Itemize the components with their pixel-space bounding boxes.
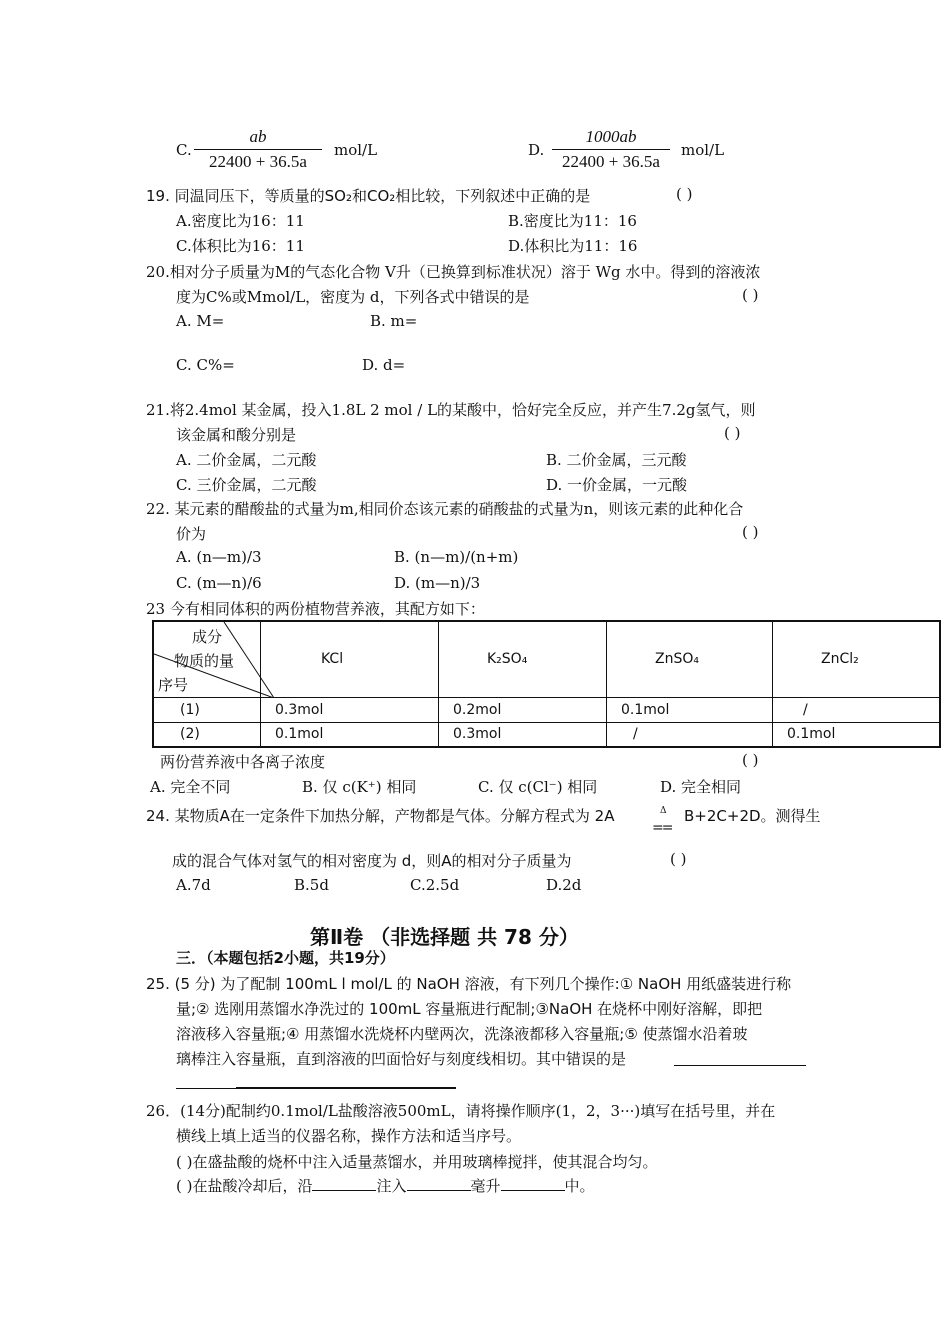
q19-option-b: B.密度比为11：16	[508, 212, 637, 230]
table-cell: 0.3mol	[439, 722, 607, 747]
q18-d-numerator: 1000ab	[585, 127, 637, 146]
q18-option-c-fraction	[194, 127, 322, 172]
table-diagonal-header-cell	[153, 621, 261, 697]
q26-step2-text-b: 注入	[376, 1177, 407, 1195]
q22-option-d: D. (m—n)/3	[394, 574, 481, 592]
table-header-k2so4: K₂SO₄	[439, 621, 607, 697]
q26-blank-instrument[interactable]	[312, 1176, 376, 1191]
q22-option-b: B. (n—m)/(n+m)	[394, 548, 519, 566]
q18-option-d-label: D.	[528, 141, 545, 159]
q19-paren: ( )	[676, 185, 693, 203]
q22-line1: 22. 某元素的醋酸盐的式量为m,相同价态该元素的硝酸盐的式量为n，则该元素的此种化合	[146, 500, 744, 518]
q24-line1-end: B+2C+2D。测得生	[684, 807, 821, 825]
q18-c-denominator: 22400 + 36.5a	[194, 149, 322, 172]
q24-option-c: C.2.5d	[410, 876, 460, 894]
q23-after-table: 两份营养液中各离子浓度	[160, 753, 326, 771]
q22-option-c: C. (m—n)/6	[176, 574, 262, 592]
table-header-znso4: ZnSO₄	[607, 621, 773, 697]
q24-option-a: A.7d	[176, 876, 211, 894]
q18-option-d-unit: mol/L	[681, 141, 725, 159]
q23-nutrient-table	[152, 620, 941, 748]
q26-blank-container[interactable]	[501, 1176, 565, 1191]
q24-option-b: B.5d	[294, 876, 329, 894]
q26-step2	[176, 1175, 595, 1196]
table-row-label: (2)	[153, 722, 261, 747]
q20-line2: 度为C%或Mmol/L，密度为 d，下列各式中错误的是	[176, 288, 530, 306]
part2-title: 第Ⅱ卷 （非选择题 共 78 分）	[310, 925, 579, 949]
q18-option-c-unit: mol/L	[334, 141, 378, 159]
q25-line3: 溶液移入容量瓶;④ 用蒸馏水洗烧杯内壁两次，洗涤液都移入容量瓶;⑤ 使蒸馏水沿着玻	[176, 1025, 748, 1043]
q20-paren: ( )	[742, 286, 759, 304]
table-header-zncl2: ZnCl₂	[773, 621, 941, 697]
q26-line2: 横线上填上适当的仪器名称，操作方法和适当序号。	[176, 1127, 522, 1145]
q23-option-b: B. 仅 c(K⁺) 相同	[302, 778, 417, 796]
q25-answer-blank-1[interactable]	[674, 1065, 806, 1066]
q19-option-a: A.密度比为16：11	[176, 212, 305, 230]
q24-delta-symbol: Δ	[660, 806, 667, 816]
q26-step1: ( )在盛盐酸的烧杯中注入适量蒸馏水，并用玻璃棒搅拌，使其混合均匀。	[176, 1153, 658, 1171]
q23-option-a: A. 完全不同	[150, 778, 231, 796]
q24-option-d: D.2d	[546, 876, 582, 894]
q19-stem: 19. 同温同压下，等质量的SO₂和CO₂相比较，下列叙述中正确的是	[146, 187, 591, 205]
q22-option-a: A. (n—m)/3	[176, 548, 262, 566]
q22-line2: 价为	[176, 525, 207, 543]
q25-line1: 25. (5 分) 为了配制 100mL l mol/L 的 NaOH 溶液，有下列几个操作:① NaOH 用纸盛装进行称	[146, 975, 792, 993]
q23-option-d: D. 完全相同	[660, 778, 742, 796]
q21-option-a: A. 二价金属，二元酸	[176, 451, 317, 469]
q25-line4: 璃棒注入容量瓶，直到溶液的凹面恰好与刻度线相切。其中错误的是	[176, 1050, 627, 1068]
q23-option-c: C. 仅 c(Cl⁻) 相同	[478, 778, 598, 796]
q23-stem: 23 今有相同体积的两份植物营养液，其配方如下：	[146, 600, 485, 618]
q26-step2-text-d: 中。	[564, 1177, 595, 1195]
q20-line1: 20.相对分子质量为M的气态化合物 V升（已换算到标准状况）溶于 Wg 水中。得到的溶液浓	[146, 263, 761, 281]
q24-line1-start: 24. 某物质A在一定条件下加热分解，产物都是气体。分解方程式为 2A	[146, 807, 615, 825]
q20-option-b: B. m=	[370, 312, 418, 330]
q21-option-c: C. 三价金属，二元酸	[176, 476, 317, 494]
q25-line2: 量;② 选刚用蒸馏水净洗过的 100mL 容量瓶进行配制;③NaOH 在烧杯中刚好溶解，即把	[176, 1000, 763, 1018]
q26-step2-text-a: ( )在盐酸冷却后，沿	[176, 1177, 313, 1195]
q21-line2: 该金属和酸分别是	[176, 426, 297, 444]
table-cell: 0.1mol	[261, 722, 439, 747]
q20-option-d: D. d=	[362, 356, 406, 374]
table-cell: 0.2mol	[439, 697, 607, 722]
q24-line2: 成的混合气体对氢气的相对密度为 d，则A的相对分子质量为	[172, 852, 572, 870]
table-header-kcl: KCl	[261, 621, 439, 697]
q18-option-d-fraction	[552, 127, 670, 172]
table-cell: 0.3mol	[261, 697, 439, 722]
q21-paren: ( )	[724, 424, 741, 442]
diag-label-component: 成分	[192, 628, 223, 646]
q18-option-c-label: C.	[176, 141, 192, 159]
q21-option-d: D. 一价金属，一元酸	[546, 476, 688, 494]
q25-answer-blank-3[interactable]	[236, 1087, 456, 1089]
q26-step2-text-c: 毫升	[470, 1177, 501, 1195]
table-cell: /	[773, 697, 941, 722]
q19-option-d: D.体积比为11：16	[508, 237, 638, 255]
q20-option-a: A. M=	[176, 312, 225, 330]
q26-blank-volume[interactable]	[407, 1176, 471, 1191]
q20-option-c: C. C%=	[176, 356, 235, 374]
q26-line1: 26．(14分)配制约0.1mol/L盐酸溶液500mL，请将操作顺序(1，2，3···)填写在括号里，并在	[146, 1102, 776, 1120]
section-three-heading: 三．（本题包括2小题，共19分）	[176, 949, 395, 967]
q18-d-denominator: 22400 + 36.5a	[552, 149, 670, 172]
table-cell: 0.1mol	[773, 722, 941, 747]
diag-label-serial: 序号	[158, 676, 189, 694]
q21-option-b: B. 二价金属，三元酸	[546, 451, 687, 469]
q24-equals-sign: ==	[652, 820, 672, 836]
q21-line1: 21.将2.4mol 某金属，投入1.8L 2 mol / L的某酸中，恰好完全反应，并产生7.2g氢气，则	[146, 401, 756, 419]
diag-label-amount: 物质的量	[174, 652, 235, 670]
q25-answer-blank-2[interactable]	[176, 1088, 236, 1089]
q24-paren: ( )	[670, 850, 687, 868]
table-cell: 0.1mol	[607, 697, 773, 722]
q22-paren: ( )	[742, 523, 759, 541]
table-row-label: (1)	[153, 697, 261, 722]
table-cell: /	[607, 722, 773, 747]
q18-c-numerator: ab	[249, 127, 267, 146]
q19-option-c: C.体积比为16：11	[176, 237, 305, 255]
q23-paren: ( )	[742, 751, 759, 769]
